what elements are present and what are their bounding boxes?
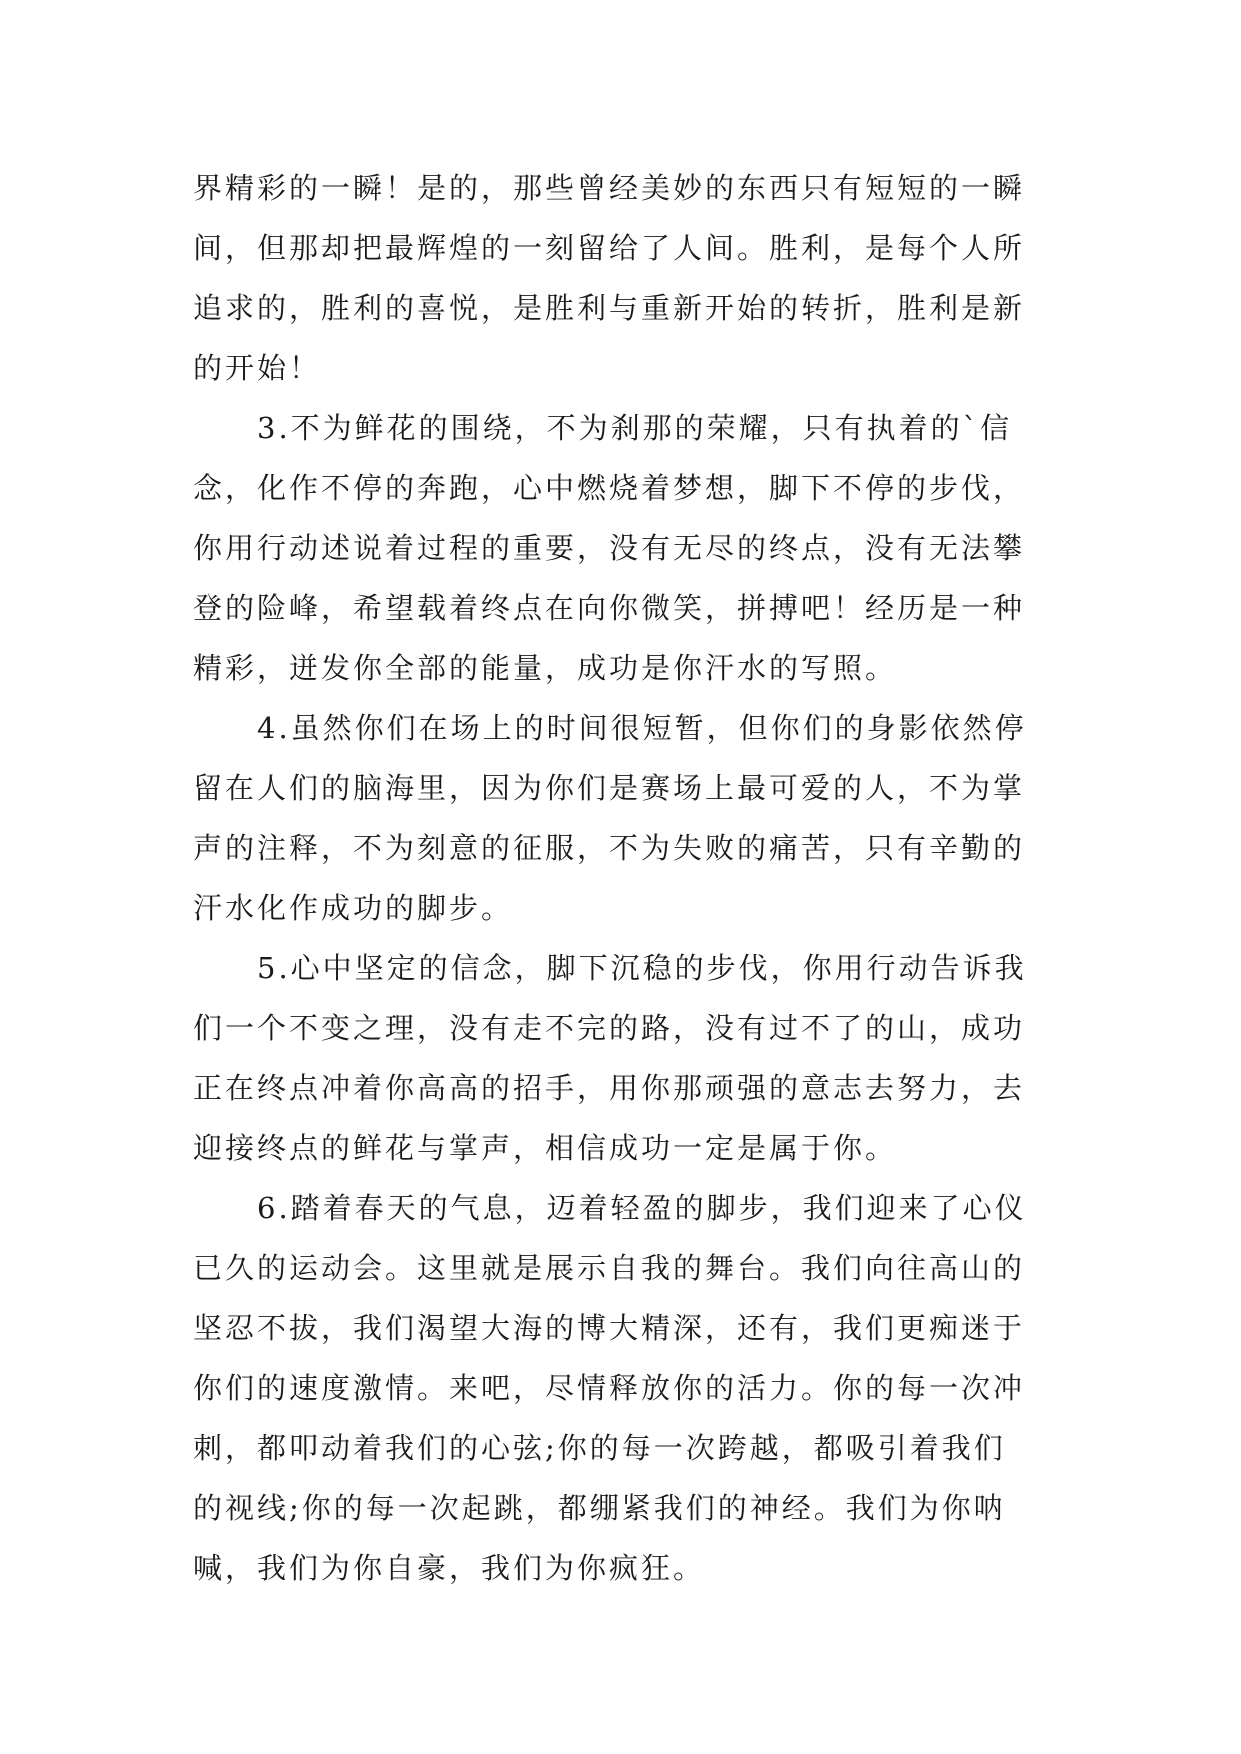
- text-line: 正在终点冲着你高高的招手，用你那顽强的意志去努力，去: [193, 1071, 1026, 1105]
- paragraph-6-line: 6.踏着春天的气息，迈着轻盈的脚步，我们迎来了心仪: [193, 1191, 1027, 1225]
- text-line: 喊，我们为你自豪，我们为你疯狂。: [193, 1551, 706, 1585]
- text-line: 念，化作不停的奔跑，心中燃烧着梦想，脚下不停的步伐，: [193, 471, 1026, 505]
- text-line: 登的险峰，希望载着终点在向你微笑，拼搏吧！经历是一种: [193, 591, 1026, 625]
- paragraph-3-line: 3.不为鲜花的围绕，不为刹那的荣耀，只有执着的`信: [193, 411, 1013, 445]
- text-line: 刺，都叩动着我们的心弦;你的每一次跨越，都吸引着我们: [193, 1431, 1006, 1465]
- paragraph-5-line: 5.心中坚定的信念，脚下沉稳的步伐，你用行动告诉我: [193, 951, 1027, 985]
- text-line: 精彩，迸发你全部的能量，成功是你汗水的写照。: [193, 651, 898, 685]
- text-line: 追求的，胜利的喜悦，是胜利与重新开始的转折，胜利是新: [193, 291, 1026, 325]
- text-line: 的视线;你的每一次起跳，都绷紧我们的神经。我们为你呐: [193, 1491, 1006, 1525]
- text-line: 迎接终点的鲜花与掌声，相信成功一定是属于你。: [193, 1131, 898, 1165]
- text-line: 的开始！: [193, 351, 322, 385]
- text-line: 声的注释，不为刻意的征服，不为失败的痛苦，只有辛勤的: [193, 831, 1026, 865]
- text-line: 间，但那却把最辉煌的一刻留给了人间。胜利，是每个人所: [193, 231, 1026, 265]
- text-line: 汗水化作成功的脚步。: [193, 891, 514, 925]
- text-line: 坚忍不拔，我们渴望大海的博大精深，还有，我们更痴迷于: [193, 1311, 1026, 1345]
- text-line: 们一个不变之理，没有走不完的路，没有过不了的山，成功: [193, 1011, 1026, 1045]
- text-line: 你用行动述说着过程的重要，没有无尽的终点，没有无法攀: [193, 531, 1026, 565]
- text-line: 已久的运动会。这里就是展示自我的舞台。我们向往高山的: [193, 1251, 1026, 1285]
- text-line: 留在人们的脑海里，因为你们是赛场上最可爱的人，不为掌: [193, 771, 1026, 805]
- text-line: 你们的速度激情。来吧，尽情释放你的活力。你的每一次冲: [193, 1371, 1026, 1405]
- document-body: [193, 158, 1053, 1598]
- text-line: 界精彩的一瞬！是的，那些曾经美妙的东西只有短短的一瞬: [193, 171, 1026, 205]
- paragraph-4-line: 4.虽然你们在场上的时间很短暂，但你们的身影依然停: [193, 711, 1027, 745]
